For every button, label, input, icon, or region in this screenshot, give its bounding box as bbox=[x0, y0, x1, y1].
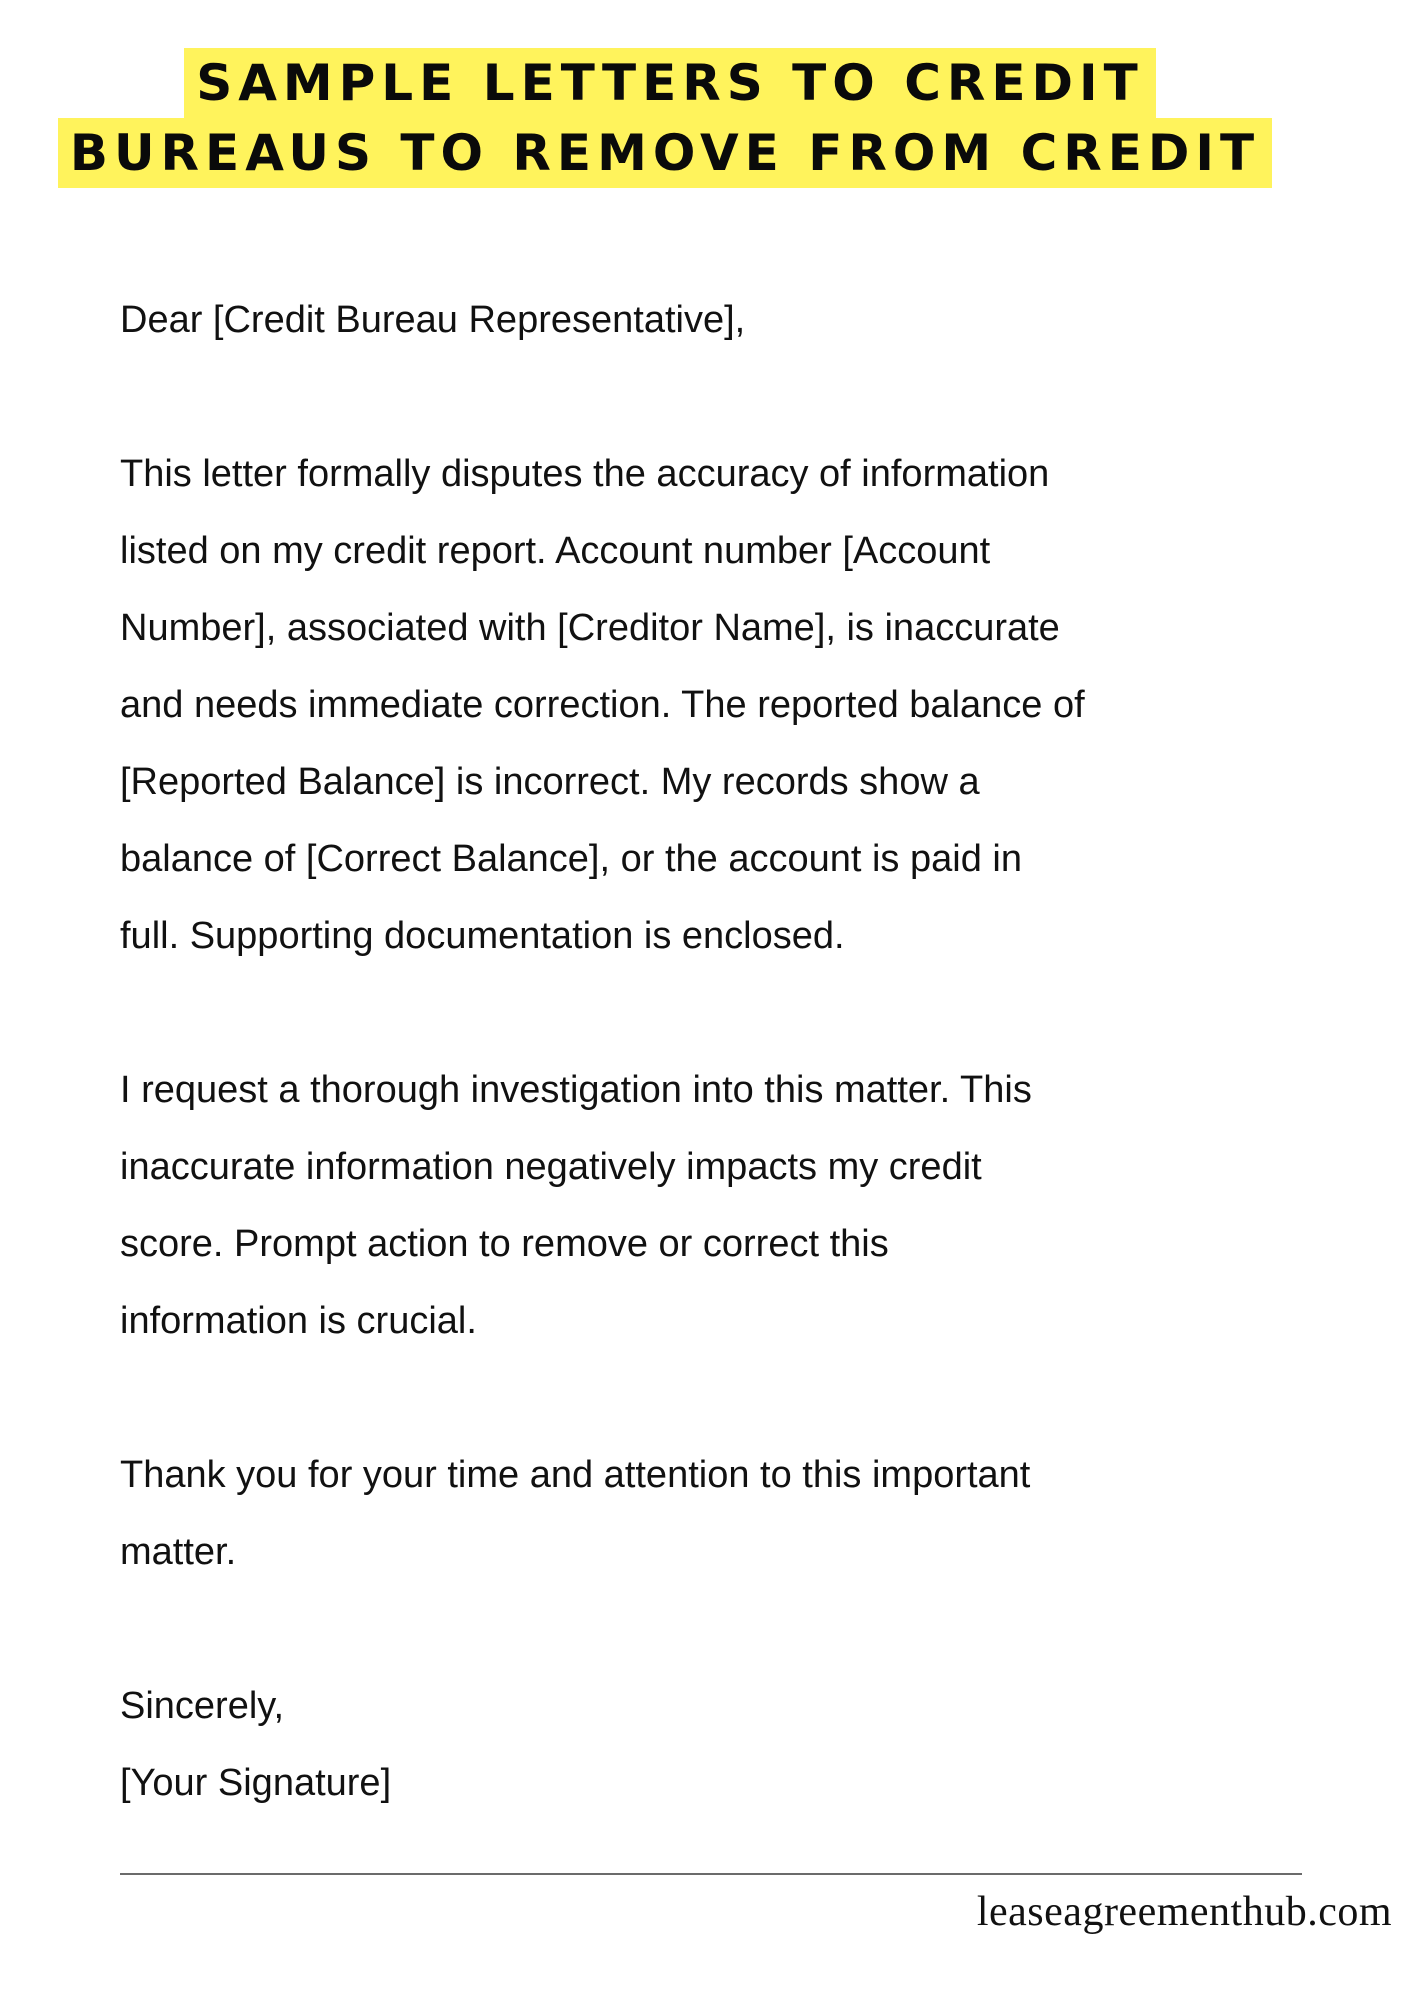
paragraph-line: Thank you for your time and attention to this important bbox=[120, 1454, 1031, 1496]
paragraph-request bbox=[120, 1052, 1370, 1360]
paragraph-line: Number], associated with [Creditor Name], is inaccurate bbox=[120, 607, 1060, 649]
title-line-2: BUREAUS TO REMOVE FROM CREDIT bbox=[58, 118, 1272, 188]
paragraph-line: balance of [Correct Balance], or the account is paid in bbox=[120, 838, 1022, 880]
paragraph-line: information is crucial. bbox=[120, 1300, 477, 1342]
page-title bbox=[0, 48, 1330, 188]
letter-body bbox=[120, 282, 1370, 1822]
title-line-1: SAMPLE LETTERS TO CREDIT bbox=[184, 48, 1156, 118]
paragraph-line: I request a thorough investigation into this matter. This bbox=[120, 1069, 1032, 1111]
paragraph-line: and needs immediate correction. The reported balance of bbox=[120, 684, 1085, 726]
paragraph-line: score. Prompt action to remove or correct this bbox=[120, 1223, 889, 1265]
closing: Sincerely, bbox=[120, 1685, 285, 1727]
paragraph-thanks bbox=[120, 1437, 1370, 1591]
salutation: Dear [Credit Bureau Representative], bbox=[120, 299, 746, 341]
paragraph-line: inaccurate information negatively impacts my credit bbox=[120, 1146, 982, 1188]
paragraph-dispute bbox=[120, 436, 1370, 975]
paragraph-line: matter. bbox=[120, 1531, 237, 1573]
footer-divider bbox=[120, 1873, 1302, 1875]
paragraph-line: [Reported Balance] is incorrect. My records show a bbox=[120, 761, 980, 803]
paragraph-line: This letter formally disputes the accuracy of information bbox=[120, 453, 1050, 495]
signature-placeholder: [Your Signature] bbox=[120, 1762, 392, 1804]
paragraph-line: full. Supporting documentation is enclosed. bbox=[120, 915, 845, 957]
footer-website: leaseagreementhub.com bbox=[976, 1889, 1392, 1935]
paragraph-line: listed on my credit report. Account number [Account bbox=[120, 530, 991, 572]
